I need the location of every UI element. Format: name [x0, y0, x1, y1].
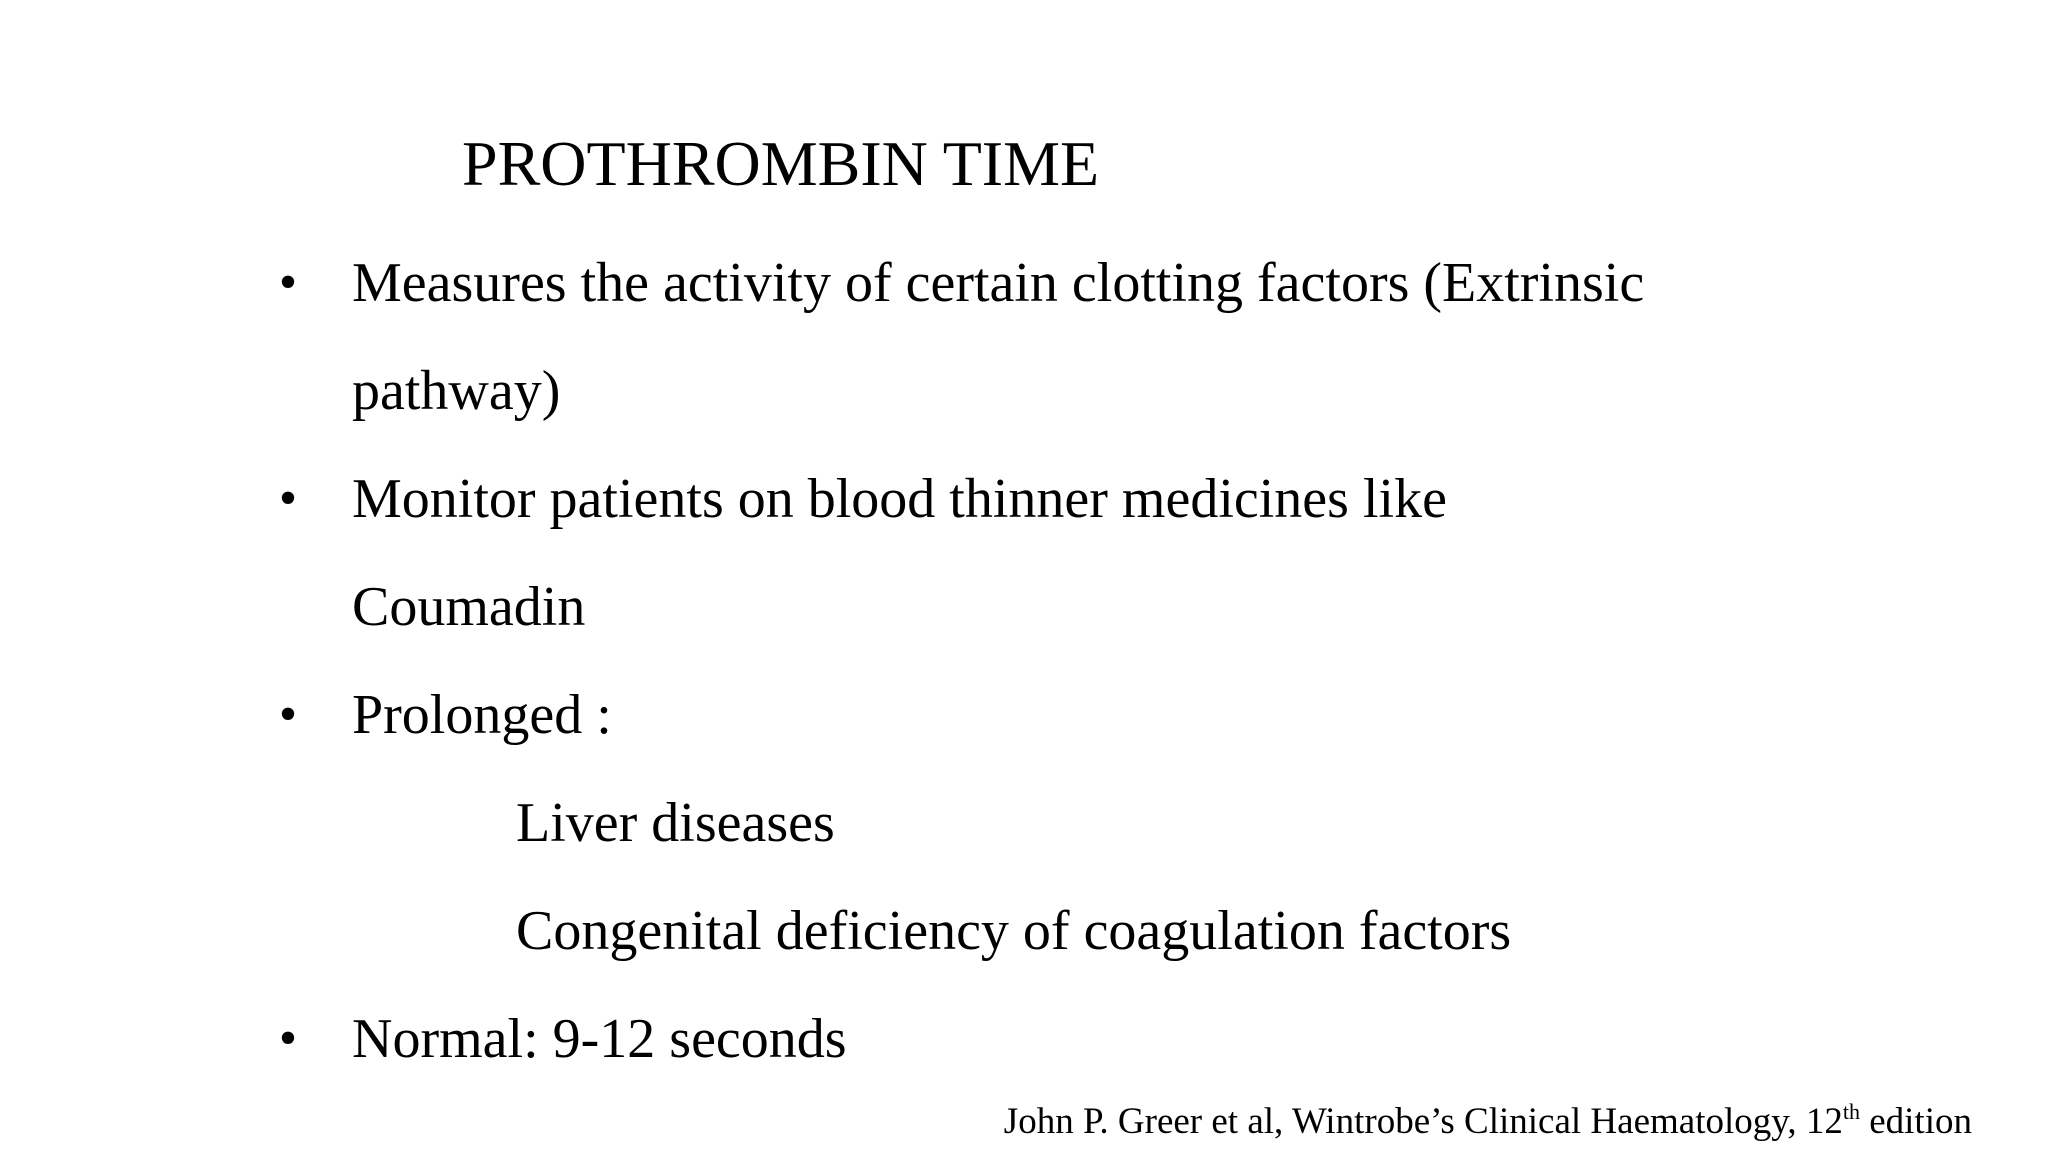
citation-suffix: edition — [1859, 1101, 1972, 1142]
slide-title: PROTHROMBIN TIME — [462, 128, 1100, 199]
bullet-1-line-2: pathway) — [352, 360, 561, 422]
bullet-marker: • — [278, 1010, 298, 1067]
citation-superscript: th — [1842, 1099, 1860, 1124]
bullet-2-line-2: Coumadin — [352, 576, 586, 638]
sub-item-congenital-deficiency: Congenital deficiency of coagulation factors — [516, 900, 1512, 962]
citation — [1004, 1100, 1972, 1144]
bullet-1-line-1: Measures the activity of certain clotting factors (Extrinsic — [352, 252, 1645, 314]
bullet-marker: • — [278, 686, 298, 743]
bullet-marker: • — [278, 470, 298, 527]
citation-text: John P. Greer et al, Wintrobe’s Clinical Haematology, 12 — [1003, 1101, 1843, 1142]
sub-item-liver-diseases: Liver diseases — [516, 792, 835, 854]
bullet-3-line-1: Prolonged : — [352, 684, 612, 746]
bullet-4-line-1: Normal: 9-12 seconds — [352, 1008, 847, 1070]
bullet-2-line-1: Monitor patients on blood thinner medicines like — [352, 468, 1447, 530]
bullet-marker: • — [278, 254, 298, 311]
